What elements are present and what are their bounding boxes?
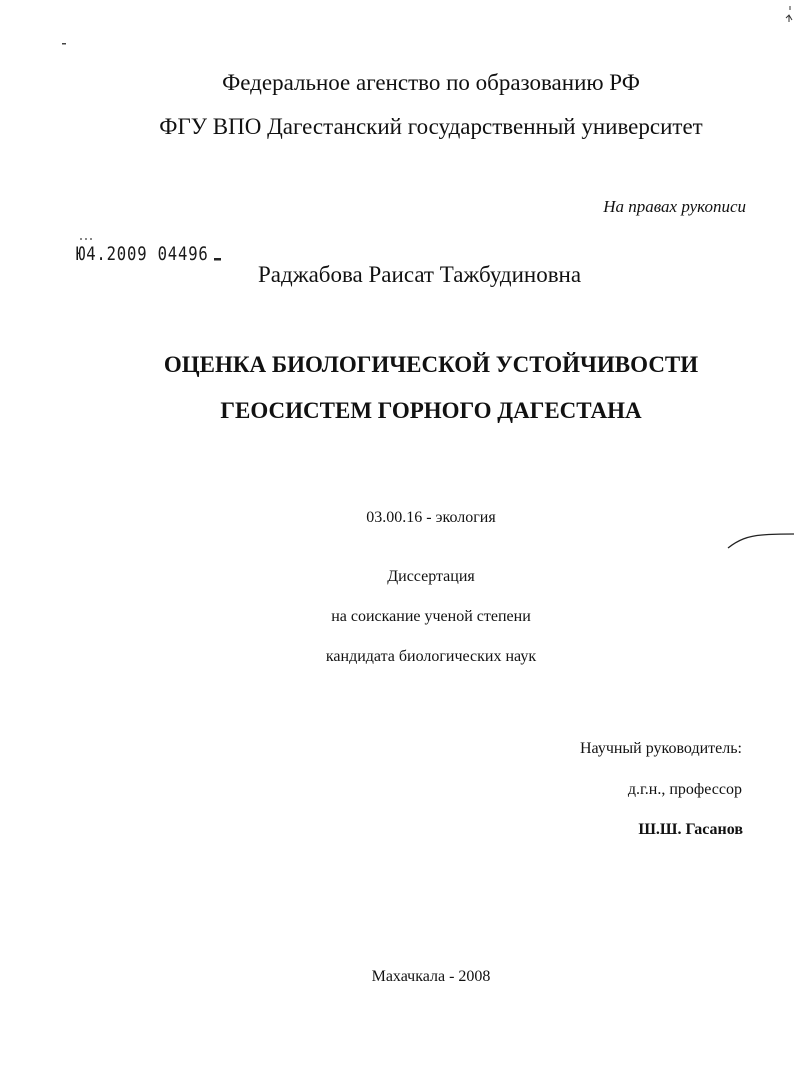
title-line-2: ГЕОСИСТЕМ ГОРНОГО ДАГЕСТАНА [220, 398, 642, 423]
rights-note: На правах рукописи [603, 197, 746, 216]
supervisor-name: Ш.Ш. Гасанов [638, 821, 743, 838]
stamp-dots-mark [78, 236, 96, 242]
place-and-year: Махачкала - 2008 [371, 968, 491, 985]
document-type-line-3: кандидата биологических наук [325, 648, 537, 665]
dot-mark [62, 42, 68, 46]
document-type-line-1: Диссертация [387, 568, 475, 585]
university-name: ФГУ ВПО Дагестанский государственный университет [159, 114, 703, 139]
author-name: Раджабова Раисат Тажбудиновна [258, 262, 582, 287]
document-type-line-2: на соискание ученой степени [331, 608, 531, 625]
agency-name: Федеральное агенство по образованию РФ [222, 70, 640, 95]
library-stamp-number: Ю4.2009 04496 [76, 243, 209, 265]
supervisor-label: Научный руководитель: [579, 740, 742, 757]
specialty-code: 03.00.16 - экология [366, 509, 496, 526]
stamp-dash-mark [213, 256, 223, 262]
corner-scan-mark [780, 4, 796, 26]
supervisor-rank: д.г.н., профессор [627, 781, 742, 798]
title-line-1: ОЦЕНКА БИОЛОГИЧЕСКОЙ УСТОЙЧИВОСТИ [163, 352, 699, 377]
pen-stroke-mark [726, 528, 796, 552]
